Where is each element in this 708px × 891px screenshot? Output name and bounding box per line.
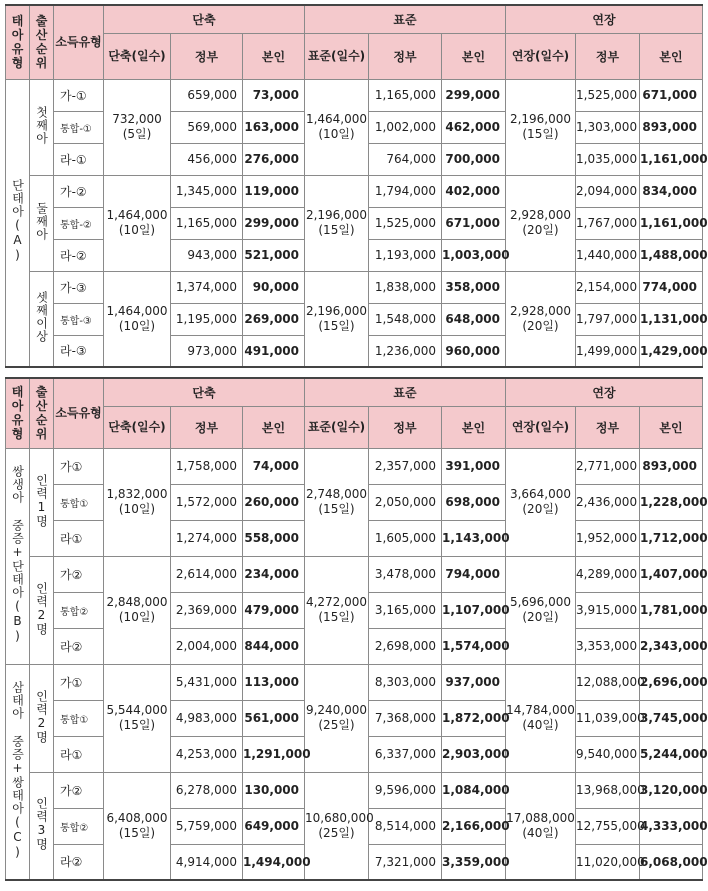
short-gov-amount: 1,374,000 bbox=[171, 271, 243, 303]
short-total-amount: 5,544,000 bbox=[106, 703, 168, 717]
short-days-count: (10일) bbox=[118, 318, 156, 333]
short-gov-amount: 1,572,000 bbox=[171, 484, 243, 520]
header-gov: 정부 bbox=[576, 33, 640, 79]
ext-gov-amount: 11,039,000 bbox=[576, 700, 640, 736]
table-row bbox=[6, 79, 703, 111]
short-self-amount: 1,291,000 bbox=[243, 736, 305, 772]
short-self-amount: 1,494,000 bbox=[243, 844, 305, 880]
ext-gov-amount: 2,154,000 bbox=[576, 271, 640, 303]
ext-self-amount: 6,068,000 bbox=[640, 844, 703, 880]
std-total-amount: 1,464,000 bbox=[305, 112, 368, 126]
table-row bbox=[6, 772, 703, 808]
ext-self-amount: 3,745,000 bbox=[640, 700, 703, 736]
std-gov-amount: 6,337,000 bbox=[369, 736, 442, 772]
birth-order-label: 인력2명 bbox=[34, 581, 49, 636]
std-total-amount: 2,748,000 bbox=[305, 487, 368, 501]
ext-self-amount: 1,429,000 bbox=[640, 335, 703, 367]
std-total-amount: 9,240,000 bbox=[305, 703, 368, 717]
short-self-amount: 163,000 bbox=[243, 111, 305, 143]
std-total-cell bbox=[305, 271, 369, 367]
std-days-count: (10일) bbox=[318, 127, 355, 141]
std-gov-amount: 1,002,000 bbox=[369, 111, 442, 143]
ext-total-cell bbox=[506, 271, 576, 367]
short-total-cell bbox=[104, 271, 171, 367]
header-self: 본인 bbox=[243, 406, 305, 448]
income-type-cell: 통합-③ bbox=[54, 303, 104, 335]
ext-gov-amount: 1,767,000 bbox=[576, 207, 640, 239]
short-gov-amount: 1,195,000 bbox=[171, 303, 243, 335]
birth-order-cell bbox=[30, 79, 54, 175]
short-self-amount: 260,000 bbox=[243, 484, 305, 520]
ext-days-count: (20일) bbox=[522, 318, 559, 333]
income-type-cell: 라② bbox=[54, 628, 104, 664]
std-gov-amount: 3,165,000 bbox=[369, 592, 442, 628]
short-gov-amount: 1,274,000 bbox=[171, 520, 243, 556]
header-birth-order: 출산순위 bbox=[30, 378, 54, 448]
short-total-amount: 1,464,000 bbox=[106, 303, 168, 318]
birth-order-cell bbox=[30, 175, 54, 271]
fetus-type-label: 쌍생아 중증+단태아(B) bbox=[10, 465, 25, 644]
std-total-amount: 10,680,000 bbox=[305, 810, 374, 825]
ext-gov-amount: 2,436,000 bbox=[576, 484, 640, 520]
header-self: 본인 bbox=[442, 406, 506, 448]
short-gov-amount: 4,914,000 bbox=[171, 844, 243, 880]
std-self-amount: 1,003,000 bbox=[442, 239, 506, 271]
std-self-amount: 358,000 bbox=[442, 271, 506, 303]
ext-total-cell bbox=[506, 772, 576, 880]
std-gov-amount: 1,794,000 bbox=[369, 175, 442, 207]
short-days-count: (10일) bbox=[118, 502, 156, 516]
short-days-count: (5일) bbox=[122, 127, 152, 141]
std-self-amount: 1,574,000 bbox=[442, 628, 506, 664]
ext-gov-amount: 13,968,000 bbox=[576, 772, 640, 808]
table-row bbox=[6, 448, 703, 484]
short-total-cell bbox=[104, 175, 171, 271]
ext-gov-amount: 1,499,000 bbox=[576, 335, 640, 367]
std-self-amount: 937,000 bbox=[442, 664, 506, 700]
short-self-amount: 521,000 bbox=[243, 239, 305, 271]
ext-days-count: (20일) bbox=[522, 223, 559, 237]
ext-gov-amount: 12,088,000 bbox=[576, 664, 640, 700]
short-self-amount: 234,000 bbox=[243, 556, 305, 592]
short-gov-amount: 1,165,000 bbox=[171, 207, 243, 239]
header-gov: 정부 bbox=[171, 33, 243, 79]
short-gov-amount: 2,614,000 bbox=[171, 556, 243, 592]
income-type-cell: 라① bbox=[54, 520, 104, 556]
short-self-amount: 491,000 bbox=[243, 335, 305, 367]
income-type-cell: 가-③ bbox=[54, 271, 104, 303]
short-total-cell bbox=[104, 556, 171, 664]
std-days-count: (15일) bbox=[318, 223, 355, 237]
std-days-count: (15일) bbox=[318, 610, 355, 624]
std-gov-amount: 7,321,000 bbox=[369, 844, 442, 880]
short-self-amount: 119,000 bbox=[243, 175, 305, 207]
short-total-cell bbox=[104, 772, 171, 880]
std-gov-amount: 2,050,000 bbox=[369, 484, 442, 520]
short-total-cell bbox=[104, 79, 171, 175]
header-self: 본인 bbox=[243, 33, 305, 79]
income-type-cell: 라-② bbox=[54, 239, 104, 271]
income-type-cell: 통합① bbox=[54, 700, 104, 736]
header-gov: 정부 bbox=[171, 406, 243, 448]
ext-days-count: (20일) bbox=[522, 610, 559, 624]
ext-self-amount: 3,120,000 bbox=[640, 772, 703, 808]
short-self-amount: 479,000 bbox=[243, 592, 305, 628]
income-type-cell: 라① bbox=[54, 736, 104, 772]
fee-table-single bbox=[5, 4, 708, 368]
header-fetus-type: 태아유형 bbox=[6, 5, 30, 79]
short-gov-amount: 6,278,000 bbox=[171, 772, 243, 808]
std-self-amount: 3,359,000 bbox=[442, 844, 506, 880]
table-row bbox=[6, 271, 703, 303]
ext-self-amount: 1,228,000 bbox=[640, 484, 703, 520]
header-extended: 연장 bbox=[506, 5, 703, 33]
ext-total-amount: 2,928,000 bbox=[509, 208, 572, 222]
ext-total-amount: 2,928,000 bbox=[509, 303, 572, 318]
short-gov-amount: 4,983,000 bbox=[171, 700, 243, 736]
std-total-cell bbox=[305, 664, 369, 772]
ext-self-amount: 5,244,000 bbox=[640, 736, 703, 772]
short-self-amount: 73,000 bbox=[243, 79, 305, 111]
ext-gov-amount: 1,303,000 bbox=[576, 111, 640, 143]
birth-order-label: 인력3명 bbox=[34, 797, 49, 852]
short-total-amount: 1,464,000 bbox=[106, 208, 168, 222]
short-gov-amount: 5,759,000 bbox=[171, 808, 243, 844]
ext-total-cell bbox=[506, 664, 576, 772]
std-gov-amount: 1,165,000 bbox=[369, 79, 442, 111]
income-type-cell: 통합-① bbox=[54, 111, 104, 143]
table-row bbox=[6, 556, 703, 592]
header-income-type: 소득유형 bbox=[54, 378, 104, 448]
ext-self-amount: 2,696,000 bbox=[640, 664, 703, 700]
birth-order-label: 셋째이상 bbox=[34, 291, 49, 344]
ext-self-amount: 1,712,000 bbox=[640, 520, 703, 556]
std-gov-amount: 1,525,000 bbox=[369, 207, 442, 239]
ext-self-amount: 1,161,000 bbox=[640, 143, 703, 175]
header-extended: 연장 bbox=[506, 378, 703, 406]
std-total-amount: 4,272,000 bbox=[305, 595, 368, 609]
ext-total-amount: 14,784,000 bbox=[506, 703, 575, 717]
std-self-amount: 1,084,000 bbox=[442, 772, 506, 808]
std-gov-amount: 1,838,000 bbox=[369, 271, 442, 303]
short-self-amount: 299,000 bbox=[243, 207, 305, 239]
std-gov-amount: 8,514,000 bbox=[369, 808, 442, 844]
std-total-cell bbox=[305, 448, 369, 556]
short-self-amount: 269,000 bbox=[243, 303, 305, 335]
short-gov-amount: 659,000 bbox=[171, 79, 243, 111]
ext-self-amount: 893,000 bbox=[640, 111, 703, 143]
ext-gov-amount: 3,353,000 bbox=[576, 628, 640, 664]
std-self-amount: 698,000 bbox=[442, 484, 506, 520]
birth-order-label: 인력2명 bbox=[34, 689, 49, 744]
ext-self-amount: 2,343,000 bbox=[640, 628, 703, 664]
header-standard: 표준 bbox=[305, 5, 506, 33]
table-row bbox=[6, 664, 703, 700]
income-type-cell: 통합① bbox=[54, 484, 104, 520]
fetus-type-cell bbox=[6, 664, 30, 880]
std-total-cell bbox=[305, 772, 374, 880]
short-self-amount: 844,000 bbox=[243, 628, 305, 664]
header-self: 본인 bbox=[640, 406, 703, 448]
income-type-cell: 가-① bbox=[54, 79, 104, 111]
std-total-amount: 2,196,000 bbox=[305, 208, 368, 222]
ext-gov-amount: 2,771,000 bbox=[576, 448, 640, 484]
short-gov-amount: 569,000 bbox=[171, 111, 243, 143]
std-gov-amount: 9,596,000 bbox=[369, 772, 442, 808]
std-gov-amount: 764,000 bbox=[369, 143, 442, 175]
income-type-cell: 라② bbox=[54, 844, 104, 880]
ext-gov-amount: 11,020,000 bbox=[576, 844, 640, 880]
ext-gov-amount: 4,289,000 bbox=[576, 556, 640, 592]
income-type-cell: 가② bbox=[54, 772, 104, 808]
short-total-amount: 2,848,000 bbox=[106, 595, 168, 609]
ext-self-amount: 671,000 bbox=[640, 79, 703, 111]
short-self-amount: 74,000 bbox=[243, 448, 305, 484]
header-short-days: 단축(일수) bbox=[104, 33, 171, 79]
header-standard-days: 표준(일수) bbox=[305, 406, 369, 448]
header-fetus-type: 태아유형 bbox=[6, 378, 30, 448]
header-extended-days: 연장(일수) bbox=[506, 33, 576, 79]
short-total-amount: 1,832,000 bbox=[106, 487, 168, 501]
ext-total-cell bbox=[506, 448, 576, 556]
ext-days-count: (20일) bbox=[522, 502, 559, 516]
ext-gov-amount: 1,952,000 bbox=[576, 520, 640, 556]
std-self-amount: 700,000 bbox=[442, 143, 506, 175]
std-total-cell bbox=[305, 79, 369, 175]
income-type-cell: 가① bbox=[54, 448, 104, 484]
std-self-amount: 2,166,000 bbox=[442, 808, 506, 844]
std-gov-amount: 1,548,000 bbox=[369, 303, 442, 335]
std-gov-amount: 1,605,000 bbox=[369, 520, 442, 556]
header-self: 본인 bbox=[442, 33, 506, 79]
ext-days-count: (40일) bbox=[522, 718, 559, 732]
ext-self-amount: 834,000 bbox=[640, 175, 703, 207]
short-self-amount: 90,000 bbox=[243, 271, 305, 303]
short-total-amount: 732,000 bbox=[112, 112, 162, 126]
header-gov: 정부 bbox=[576, 406, 640, 448]
std-gov-amount: 1,236,000 bbox=[369, 335, 442, 367]
std-gov-amount: 2,357,000 bbox=[369, 448, 442, 484]
birth-order-cell bbox=[30, 556, 54, 664]
ext-days-count: (40일) bbox=[522, 825, 559, 840]
std-self-amount: 648,000 bbox=[442, 303, 506, 335]
std-self-amount: 794,000 bbox=[442, 556, 506, 592]
header-self: 본인 bbox=[640, 33, 703, 79]
ext-total-cell bbox=[506, 79, 576, 175]
birth-order-cell bbox=[30, 772, 54, 880]
std-self-amount: 960,000 bbox=[442, 335, 506, 367]
header-short: 단축 bbox=[104, 5, 305, 33]
short-gov-amount: 4,253,000 bbox=[171, 736, 243, 772]
ext-total-cell bbox=[506, 175, 576, 271]
income-type-cell: 통합② bbox=[54, 592, 104, 628]
ext-gov-amount: 3,915,000 bbox=[576, 592, 640, 628]
ext-total-amount: 2,196,000 bbox=[509, 112, 572, 126]
ext-self-amount: 1,488,000 bbox=[640, 239, 703, 271]
std-self-amount: 391,000 bbox=[442, 448, 506, 484]
std-days-count: (25일) bbox=[318, 718, 355, 732]
std-days-count: (15일) bbox=[318, 318, 355, 333]
fee-table-multiple bbox=[5, 377, 708, 881]
birth-order-cell bbox=[30, 448, 54, 556]
short-gov-amount: 1,758,000 bbox=[171, 448, 243, 484]
short-self-amount: 276,000 bbox=[243, 143, 305, 175]
ext-gov-amount: 1,440,000 bbox=[576, 239, 640, 271]
income-type-cell: 라-① bbox=[54, 143, 104, 175]
std-self-amount: 1,872,000 bbox=[442, 700, 506, 736]
short-total-cell bbox=[104, 448, 171, 556]
income-type-cell: 통합② bbox=[54, 808, 104, 844]
fetus-type-label: 삼태아 중증+쌍태아(C) bbox=[10, 680, 25, 860]
short-self-amount: 561,000 bbox=[243, 700, 305, 736]
std-total-amount: 2,196,000 bbox=[305, 303, 368, 318]
short-days-count: (15일) bbox=[118, 718, 156, 732]
header-short-days: 단축(일수) bbox=[104, 406, 171, 448]
birth-order-label: 첫째아 bbox=[34, 106, 49, 145]
fetus-type-cell bbox=[6, 79, 30, 367]
short-days-count: (10일) bbox=[118, 223, 156, 237]
std-total-cell bbox=[305, 556, 369, 664]
fetus-type-cell bbox=[6, 448, 30, 664]
header-birth-order: 출산순위 bbox=[30, 5, 54, 79]
ext-self-amount: 774,000 bbox=[640, 271, 703, 303]
std-gov-amount: 1,193,000 bbox=[369, 239, 442, 271]
short-total-amount: 6,408,000 bbox=[106, 810, 168, 825]
std-gov-amount: 3,478,000 bbox=[369, 556, 442, 592]
ext-gov-amount: 2,094,000 bbox=[576, 175, 640, 207]
std-gov-amount: 7,368,000 bbox=[369, 700, 442, 736]
header-gov: 정부 bbox=[369, 406, 442, 448]
ext-self-amount: 1,161,000 bbox=[640, 207, 703, 239]
std-days-count: (25일) bbox=[318, 825, 355, 840]
short-self-amount: 649,000 bbox=[243, 808, 305, 844]
ext-self-amount: 1,781,000 bbox=[640, 592, 703, 628]
income-type-cell: 가① bbox=[54, 664, 104, 700]
std-days-count: (15일) bbox=[318, 502, 355, 516]
short-gov-amount: 1,345,000 bbox=[171, 175, 243, 207]
short-total-cell bbox=[104, 664, 171, 772]
ext-gov-amount: 1,035,000 bbox=[576, 143, 640, 175]
ext-self-amount: 1,131,000 bbox=[640, 303, 703, 335]
std-self-amount: 671,000 bbox=[442, 207, 506, 239]
ext-gov-amount: 1,525,000 bbox=[576, 79, 640, 111]
income-type-cell: 통합-② bbox=[54, 207, 104, 239]
std-self-amount: 2,903,000 bbox=[442, 736, 506, 772]
short-gov-amount: 2,369,000 bbox=[171, 592, 243, 628]
header-standard: 표준 bbox=[305, 378, 506, 406]
ext-total-amount: 5,696,000 bbox=[509, 595, 572, 609]
header-gov: 정부 bbox=[369, 33, 442, 79]
short-gov-amount: 456,000 bbox=[171, 143, 243, 175]
std-self-amount: 1,143,000 bbox=[442, 520, 506, 556]
ext-total-amount: 17,088,000 bbox=[506, 810, 575, 825]
ext-gov-amount: 1,797,000 bbox=[576, 303, 640, 335]
header-income-type: 소득유형 bbox=[54, 5, 104, 79]
ext-gov-amount: 9,540,000 bbox=[576, 736, 640, 772]
std-self-amount: 299,000 bbox=[442, 79, 506, 111]
short-self-amount: 558,000 bbox=[243, 520, 305, 556]
birth-order-label: 인력1명 bbox=[34, 473, 49, 528]
ext-self-amount: 1,407,000 bbox=[640, 556, 703, 592]
std-gov-amount: 8,303,000 bbox=[369, 664, 442, 700]
income-type-cell: 가② bbox=[54, 556, 104, 592]
std-gov-amount: 2,698,000 bbox=[369, 628, 442, 664]
header-standard-days: 표준(일수) bbox=[305, 33, 369, 79]
short-gov-amount: 2,004,000 bbox=[171, 628, 243, 664]
short-days-count: (10일) bbox=[118, 610, 156, 624]
std-self-amount: 1,107,000 bbox=[442, 592, 506, 628]
birth-order-cell bbox=[30, 664, 54, 772]
std-self-amount: 462,000 bbox=[442, 111, 506, 143]
ext-days-count: (15일) bbox=[522, 127, 559, 141]
short-self-amount: 130,000 bbox=[243, 772, 305, 808]
ext-self-amount: 893,000 bbox=[640, 448, 703, 484]
std-total-cell bbox=[305, 175, 369, 271]
short-gov-amount: 943,000 bbox=[171, 239, 243, 271]
ext-total-cell bbox=[506, 556, 576, 664]
table-row bbox=[6, 175, 703, 207]
ext-total-amount: 3,664,000 bbox=[509, 487, 572, 501]
short-gov-amount: 5,431,000 bbox=[171, 664, 243, 700]
birth-order-cell bbox=[30, 271, 54, 367]
header-extended-days: 연장(일수) bbox=[506, 406, 576, 448]
short-self-amount: 113,000 bbox=[243, 664, 305, 700]
income-type-cell: 가-② bbox=[54, 175, 104, 207]
header-short: 단축 bbox=[104, 378, 305, 406]
income-type-cell: 라-③ bbox=[54, 335, 104, 367]
ext-gov-amount: 12,755,000 bbox=[576, 808, 640, 844]
std-self-amount: 402,000 bbox=[442, 175, 506, 207]
birth-order-label: 둘째아 bbox=[34, 202, 49, 241]
short-days-count: (15일) bbox=[118, 825, 156, 840]
fetus-type-label: 단태아(A) bbox=[10, 179, 25, 264]
ext-self-amount: 4,333,000 bbox=[640, 808, 703, 844]
short-gov-amount: 973,000 bbox=[171, 335, 243, 367]
